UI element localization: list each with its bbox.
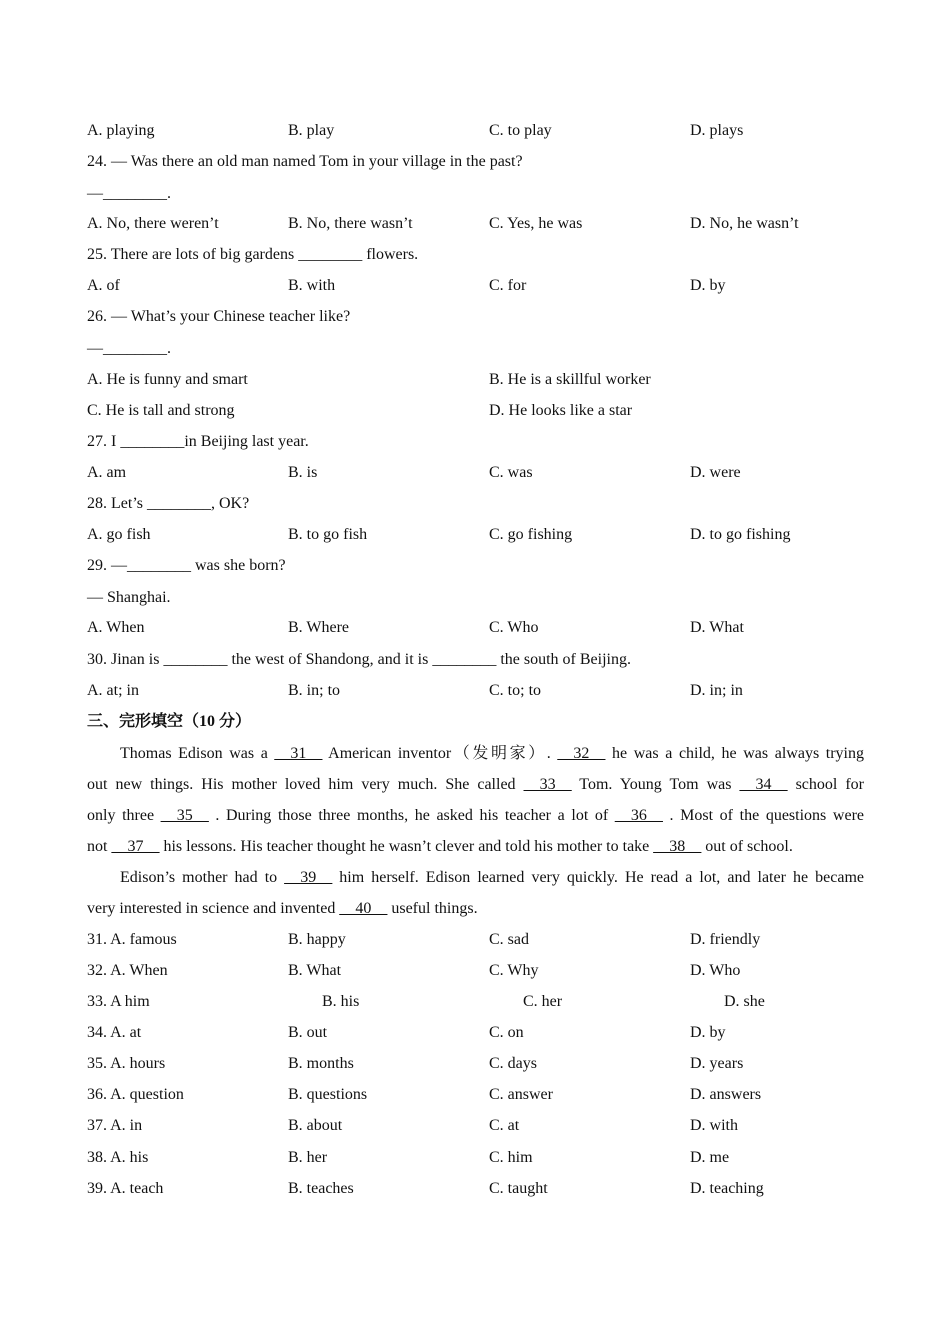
q27-option-a: A. am bbox=[87, 464, 127, 481]
passage-text: Edison’s mother had to bbox=[120, 869, 285, 886]
q39-option-d: D. teaching bbox=[690, 1180, 764, 1197]
q23-option-b: B. play bbox=[288, 122, 335, 139]
passage-text: Thomas Edison was a bbox=[120, 745, 275, 762]
q26-option-d: D. He looks like a star bbox=[489, 402, 633, 419]
q36-option-a: 36. A. question bbox=[87, 1086, 184, 1103]
q27-option-c: C. was bbox=[489, 464, 533, 481]
q34-options bbox=[87, 1023, 867, 1043]
q38-option-a: 38. A. his bbox=[87, 1149, 149, 1166]
passage-line-5 bbox=[120, 868, 864, 888]
q32-option-d: D. Who bbox=[690, 962, 741, 979]
q37-option-d: D. with bbox=[690, 1117, 738, 1134]
passage-text: him herself. Edison learned very quickly. He read a lot, and later he became bbox=[332, 869, 865, 886]
q39-options bbox=[87, 1179, 867, 1199]
q24-answer-blank: —________. bbox=[87, 185, 171, 202]
q30-stem: 30. Jinan is ________ the west of Shandong, and it is ________ the south of Beijing. bbox=[87, 651, 631, 668]
q37-option-a: 37. A. in bbox=[87, 1117, 143, 1134]
q27-option-d: D. were bbox=[690, 464, 741, 481]
passage-text: out of school. bbox=[701, 838, 793, 855]
cloze-blank: __37__ bbox=[111, 838, 160, 855]
passage-line-1 bbox=[120, 744, 864, 764]
q23-option-d: D. plays bbox=[690, 122, 744, 139]
q33-options bbox=[87, 992, 867, 1012]
q26-options-row2 bbox=[87, 401, 867, 421]
q29-stem: 29. —________ was she born? bbox=[87, 557, 286, 574]
q35-option-b: B. months bbox=[288, 1055, 354, 1072]
q33-option-d: D. she bbox=[724, 993, 765, 1010]
cloze-blank: __39__ bbox=[284, 869, 333, 886]
q34-option-a: 34. A. at bbox=[87, 1024, 142, 1041]
q25-option-a: A. of bbox=[87, 277, 120, 294]
passage-text: . Most of the questions were bbox=[662, 807, 864, 824]
q33-option-b: B. his bbox=[322, 993, 360, 1010]
passage-text: only three bbox=[87, 807, 161, 824]
q30-option-c: C. to; to bbox=[489, 682, 542, 699]
cloze-blank: __35__ bbox=[160, 807, 209, 824]
q25-option-b: B. with bbox=[288, 277, 336, 294]
q29-answer: — Shanghai. bbox=[87, 589, 171, 606]
q39-option-c: C. taught bbox=[489, 1180, 548, 1197]
q38-options bbox=[87, 1148, 867, 1168]
q35-option-d: D. years bbox=[690, 1055, 744, 1072]
q29-option-a: A. When bbox=[87, 619, 145, 636]
cloze-blank: __40__ bbox=[339, 900, 388, 917]
q39-option-a: 39. A. teach bbox=[87, 1180, 164, 1197]
q31-option-d: D. friendly bbox=[690, 931, 761, 948]
q31-option-a: 31. A. famous bbox=[87, 931, 177, 948]
passage-text: Tom. Young Tom was bbox=[571, 776, 740, 793]
q30-option-b: B. in; to bbox=[288, 682, 341, 699]
q30-option-a: A. at; in bbox=[87, 682, 139, 699]
q38-option-d: D. me bbox=[690, 1149, 730, 1166]
q36-options bbox=[87, 1085, 867, 1105]
q32-option-c: C. Why bbox=[489, 962, 539, 979]
q32-option-a: 32. A. When bbox=[87, 962, 168, 979]
q23-option-c: C. to play bbox=[489, 122, 552, 139]
q33-option-a: 33. A him bbox=[87, 993, 150, 1010]
q26-option-c: C. He is tall and strong bbox=[87, 402, 235, 419]
cloze-blank: __34__ bbox=[739, 776, 788, 793]
passage-text: American inventor（发明家）. bbox=[322, 745, 558, 762]
q29-option-d: D. What bbox=[690, 619, 744, 636]
q24-option-b: B. No, there wasn’t bbox=[288, 215, 413, 232]
q37-options bbox=[87, 1116, 867, 1136]
q29-option-c: C. Who bbox=[489, 619, 539, 636]
passage-text: his lessons. His teacher thought he wasn’t clever and told his mother to take bbox=[159, 838, 654, 855]
q30-option-d: D. in; in bbox=[690, 682, 743, 699]
cloze-blank: __36__ bbox=[614, 807, 663, 824]
q23-options bbox=[87, 121, 867, 141]
q25-options bbox=[87, 276, 867, 296]
q29-option-b: B. Where bbox=[288, 619, 350, 636]
q27-options bbox=[87, 463, 867, 483]
q35-option-c: C. days bbox=[489, 1055, 537, 1072]
q28-options bbox=[87, 525, 867, 545]
q26-answer-blank: —________. bbox=[87, 340, 171, 357]
q32-option-b: B. What bbox=[288, 962, 342, 979]
passage-line-4 bbox=[87, 837, 864, 857]
q36-option-d: D. answers bbox=[690, 1086, 762, 1103]
q34-option-c: C. on bbox=[489, 1024, 524, 1041]
q28-option-b: B. to go fish bbox=[288, 526, 368, 543]
q35-options bbox=[87, 1054, 867, 1074]
q24-options bbox=[87, 214, 867, 234]
cloze-blank: __38__ bbox=[653, 838, 702, 855]
q28-stem: 28. Let’s ________, OK? bbox=[87, 495, 250, 512]
q37-option-c: C. at bbox=[489, 1117, 520, 1134]
q35-option-a: 35. A. hours bbox=[87, 1055, 166, 1072]
q24-option-c: C. Yes, he was bbox=[489, 215, 583, 232]
q31-options bbox=[87, 930, 867, 950]
q37-option-b: B. about bbox=[288, 1117, 343, 1134]
q26-option-a: A. He is funny and smart bbox=[87, 371, 248, 388]
q34-option-d: D. by bbox=[690, 1024, 726, 1041]
q39-option-b: B. teaches bbox=[288, 1180, 354, 1197]
q28-option-c: C. go fishing bbox=[489, 526, 573, 543]
q26-stem: 26. — What’s your Chinese teacher like? bbox=[87, 308, 351, 325]
cloze-blank: __31__ bbox=[274, 745, 323, 762]
cloze-blank: __33__ bbox=[523, 776, 572, 793]
q28-option-a: A. go fish bbox=[87, 526, 151, 543]
q25-stem: 25. There are lots of big gardens ________ flowers. bbox=[87, 246, 419, 263]
q36-option-c: C. answer bbox=[489, 1086, 553, 1103]
cloze-blank: __32__ bbox=[557, 745, 606, 762]
q30-options bbox=[87, 681, 867, 701]
q31-option-b: B. happy bbox=[288, 931, 346, 948]
passage-line-6 bbox=[87, 899, 864, 919]
q32-options bbox=[87, 961, 867, 981]
q26-options-row1 bbox=[87, 370, 867, 390]
q24-option-d: D. No, he wasn’t bbox=[690, 215, 799, 232]
passage-line-3 bbox=[87, 806, 864, 826]
q28-option-d: D. to go fishing bbox=[690, 526, 791, 543]
passage-text: he was a child, he was always trying bbox=[605, 745, 864, 762]
q34-option-b: B. out bbox=[288, 1024, 328, 1041]
q33-option-c: C. her bbox=[523, 993, 563, 1010]
q38-option-c: C. him bbox=[489, 1149, 533, 1166]
q24-stem: 24. — Was there an old man named Tom in your village in the past? bbox=[87, 153, 523, 170]
section-heading-cloze: 三、完形填空（10 分） bbox=[87, 713, 252, 730]
passage-text: useful things. bbox=[387, 900, 478, 917]
passage-line-2 bbox=[87, 775, 864, 795]
passage-text: not bbox=[87, 838, 112, 855]
q23-option-a: A. playing bbox=[87, 122, 155, 139]
passage-text: very interested in science and invented bbox=[87, 900, 340, 917]
q25-option-c: C. for bbox=[489, 277, 527, 294]
q38-option-b: B. her bbox=[288, 1149, 328, 1166]
passage-text: out new things. His mother loved him very much. She called bbox=[87, 776, 524, 793]
q36-option-b: B. questions bbox=[288, 1086, 368, 1103]
q24-option-a: A. No, there weren’t bbox=[87, 215, 219, 232]
q27-stem: 27. I ________in Beijing last year. bbox=[87, 433, 309, 450]
q25-option-d: D. by bbox=[690, 277, 726, 294]
passage-text: . During those three months, he asked his teacher a lot of bbox=[208, 807, 615, 824]
q31-option-c: C. sad bbox=[489, 931, 529, 948]
q27-option-b: B. is bbox=[288, 464, 318, 481]
q26-option-b: B. He is a skillful worker bbox=[489, 371, 651, 388]
q29-options bbox=[87, 618, 867, 638]
passage-text: school for bbox=[787, 776, 865, 793]
